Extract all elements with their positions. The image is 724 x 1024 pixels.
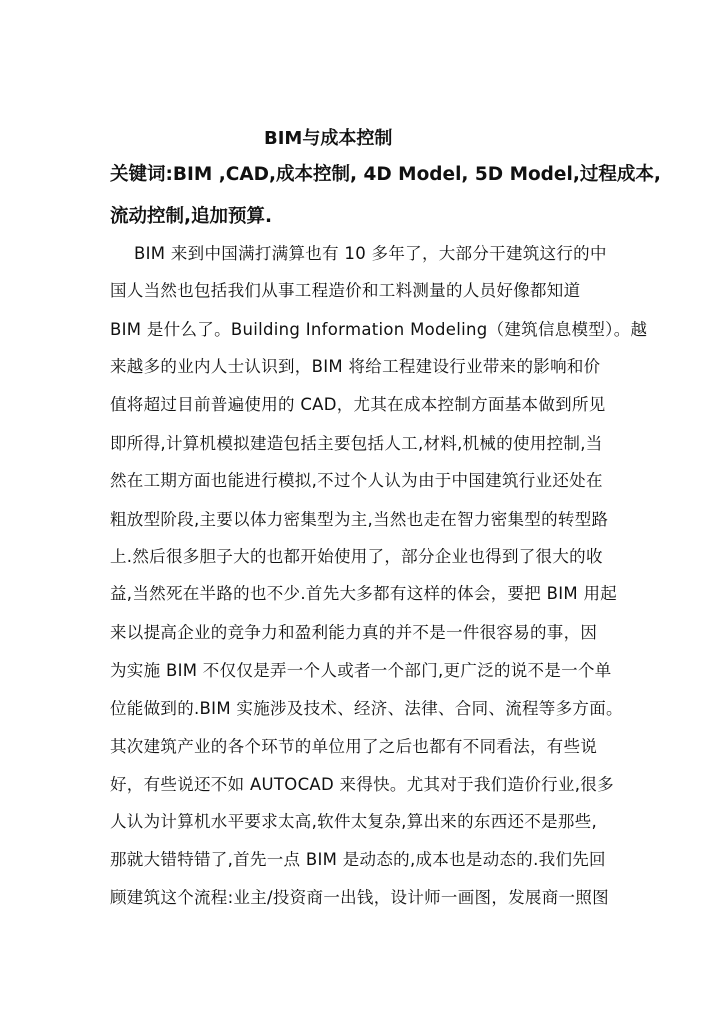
body-text-line: 为实施 BIM 不仅仅是弄一个人或者一个部门,更广泛的说不是一个单 (110, 661, 612, 680)
body-text-line: 那就大错特错了,首先一点 BIM 是动态的,成本也是动态的.我们先回 (110, 850, 606, 869)
document-title: BIM与成本控制 (264, 128, 393, 149)
body-text-line: 位能做到的.BIM 实施涉及技术、经济、法律、合同、流程等多方面。 (110, 699, 623, 718)
body-text-line: 上.然后很多胆子大的也都开始使用了，部分企业也得到了很大的收 (110, 547, 603, 566)
body-text-line: 来以提高企业的竞争力和盈利能力真的并不是一件很容易的事，因 (110, 623, 598, 642)
body-text-line: BIM 是什么了。Building Information Modeling（建筑信息模型）。越 (110, 320, 648, 339)
body-text-line: 粗放型阶段,主要以体力密集型为主,当然也走在智力密集型的转型路 (110, 510, 609, 529)
body-text-line: 顾建筑这个流程:业主/投资商一出钱，设计师一画图，发展商一照图 (110, 888, 609, 907)
body-text-line: 值将超过目前普遍使用的 CAD，尤其在成本控制方面基本做到所见 (110, 395, 606, 414)
keywords-line: 关键词:BIM ,CAD,成本控制, 4D Model, 5D Model,过程成本, (110, 164, 661, 185)
body-text-line: 好，有些说还不如 AUTOCAD 来得快。尤其对于我们造价行业,很多 (110, 775, 614, 794)
body-text-line: 人认为计算机水平要求太高,软件太复杂,算出来的东西还不是那些, (110, 812, 598, 831)
body-text-line: BIM 来到中国满打满算也有 10 多年了，大部分干建筑这行的中 (134, 244, 607, 263)
body-text-line: 其次建筑产业的各个环节的单位用了之后也都有不同看法，有些说 (110, 737, 598, 756)
body-text-line: 益,当然死在半路的也不少.首先大多都有这样的体会，要把 BIM 用起 (110, 584, 618, 603)
keywords-line: 流动控制,追加预算. (110, 206, 273, 227)
body-text-line: 来越多的业内人士认识到，BIM 将给工程建设行业带来的影响和价 (110, 357, 601, 376)
body-text-line: 即所得,计算机模拟建造包括主要包括人工,材料,机械的使用控制,当 (110, 434, 603, 453)
body-text-line: 国人当然也包括我们从事工程造价和工料测量的人员好像都知道 (110, 281, 581, 300)
body-text-line: 然在工期方面也能进行模拟,不过个人认为由于中国建筑行业还处在 (110, 471, 603, 490)
